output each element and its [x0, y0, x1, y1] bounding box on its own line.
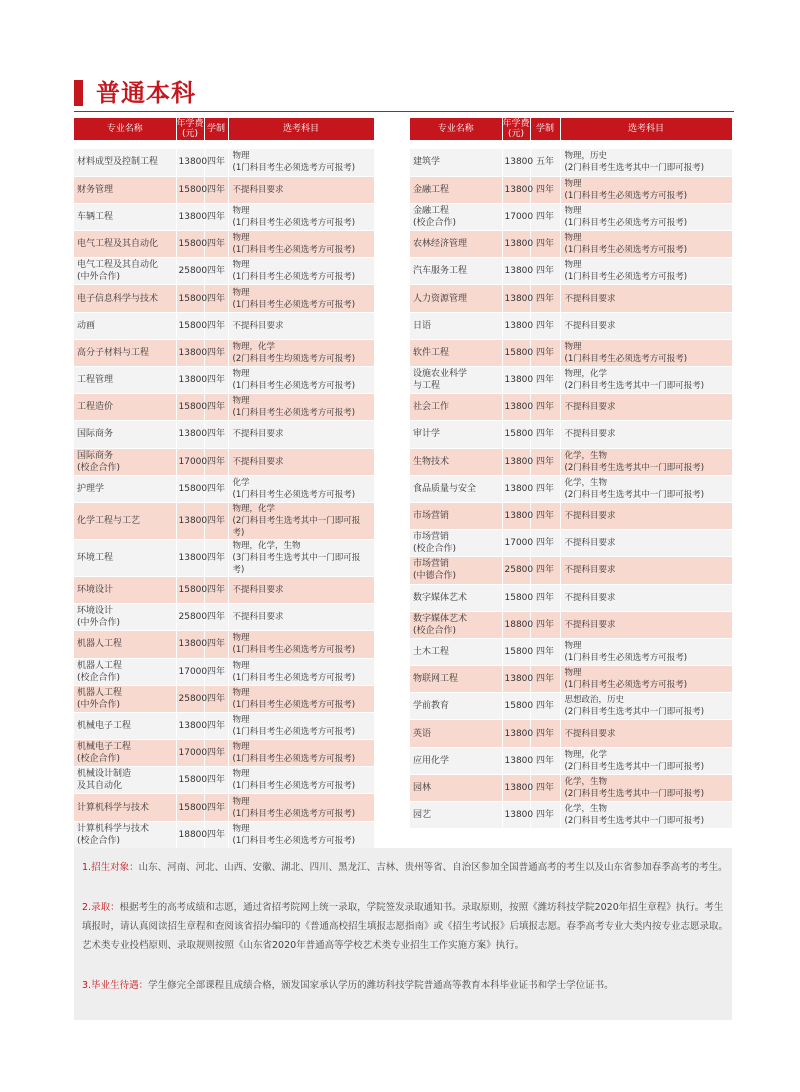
tuition-fee: 13800 — [176, 367, 204, 394]
subject-requirement: 物理 (1门科目考生必须选考方可报考) — [228, 149, 374, 176]
tuition-fee: 25800 — [176, 685, 204, 712]
subject-requirement: 物理 (1门科目考生必须选考方可报考) — [228, 631, 374, 658]
majors-table-right — [410, 118, 733, 829]
major-name: 机器人工程 (校企合作) — [74, 658, 176, 685]
major-name: 人力资源管理 — [410, 285, 502, 312]
table-row — [410, 367, 732, 394]
tuition-fee: 17000 — [502, 530, 530, 557]
table-row — [74, 539, 374, 576]
major-name: 金融工程 (校企合作) — [410, 203, 502, 230]
tuition-fee: 13800 — [502, 149, 530, 176]
table-row — [410, 693, 732, 720]
major-name: 电气工程及其自动化 — [74, 231, 176, 258]
subject-requirement: 物理 (1门科目考生必须选考方可报考) — [228, 231, 374, 258]
major-name: 电气工程及其自动化 (中外合作) — [74, 258, 176, 285]
duration: 四年 — [204, 367, 228, 394]
tuition-fee: 15800 — [176, 285, 204, 312]
subject-requirement: 化学，生物 (2门科目考生选考其中一门即可报考) — [560, 802, 732, 829]
table-row — [410, 231, 732, 258]
major-name: 农林经济管理 — [410, 231, 502, 258]
duration: 四年 — [530, 693, 560, 720]
tuition-fee: 13800 — [502, 802, 530, 829]
tuition-fee: 13800 — [502, 475, 530, 502]
tuition-fee: 18800 — [502, 611, 530, 638]
duration: 四年 — [204, 339, 228, 366]
tuition-fee: 13800 — [502, 312, 530, 339]
subject-requirement: 不提科目要求 — [560, 611, 732, 638]
tuition-fee: 13800 — [176, 712, 204, 739]
subject-requirement: 物理 (1门科目考生必须选考方可报考) — [560, 231, 732, 258]
subject-requirement: 物理 (1门科目考生必须选考方可报考) — [560, 666, 732, 693]
note-label: 2.录取： — [82, 902, 120, 913]
major-name: 化学工程与工艺 — [74, 502, 176, 539]
duration: 四年 — [530, 231, 560, 258]
table-row — [74, 231, 374, 258]
table-row — [410, 584, 732, 611]
subject-requirement: 物理 (1门科目考生必须选考方可报考) — [560, 176, 732, 203]
majors-table-left — [74, 118, 375, 849]
tuition-fee: 15800 — [502, 339, 530, 366]
tuition-fee: 15800 — [176, 176, 204, 203]
table-row — [410, 285, 732, 312]
major-name: 食品质量与安全 — [410, 475, 502, 502]
subject-requirement: 物理 (1门科目考生必须选考方可报考) — [560, 203, 732, 230]
subject-requirement: 物理 (1门科目考生必须选考方可报考) — [228, 658, 374, 685]
major-name: 金融工程 — [410, 176, 502, 203]
table-row — [74, 502, 374, 539]
table-row — [410, 557, 732, 584]
table-row — [74, 448, 374, 475]
tuition-fee: 13800 — [502, 394, 530, 421]
header-fee: 年学费 (元) — [176, 119, 204, 139]
section-title: 普通本科 — [96, 79, 196, 107]
major-name: 学前教育 — [410, 693, 502, 720]
major-name: 电子信息科学与技术 — [74, 285, 176, 312]
major-name: 动画 — [74, 312, 176, 339]
header-major: 专业名称 — [410, 118, 502, 140]
tuition-fee: 13800 — [502, 285, 530, 312]
table-row — [74, 821, 374, 848]
table-row — [74, 631, 374, 658]
tuition-fee: 13800 — [502, 666, 530, 693]
duration: 四年 — [204, 176, 228, 203]
tuition-fee: 13800 — [502, 720, 530, 747]
subject-requirement: 物理，历史 (2门科目考生选考其中一门即可报考) — [560, 149, 732, 176]
header-major: 专业名称 — [74, 118, 176, 140]
tuition-fee: 15800 — [176, 475, 204, 502]
subject-requirement: 化学，生物 (2门科目考生选考其中一门即可报考) — [560, 448, 732, 475]
table-row — [74, 794, 374, 821]
table-row — [410, 774, 732, 801]
duration: 四年 — [204, 448, 228, 475]
duration: 四年 — [530, 638, 560, 665]
section-header — [74, 76, 734, 116]
subject-requirement: 不提科目要求 — [560, 394, 732, 421]
duration: 四年 — [530, 720, 560, 747]
tuition-fee: 15800 — [176, 312, 204, 339]
major-name: 物联网工程 — [410, 666, 502, 693]
table-row — [410, 339, 732, 366]
major-name: 材料成型及控制工程 — [74, 149, 176, 176]
note-label: 1.招生对象： — [82, 862, 139, 873]
title-accent-bar — [74, 80, 83, 106]
table-row — [74, 685, 374, 712]
duration: 四年 — [204, 285, 228, 312]
subject-requirement: 物理 (1门科目考生必须选考方可报考) — [228, 794, 374, 821]
tuition-fee: 15800 — [176, 576, 204, 603]
major-name: 工程造价 — [74, 394, 176, 421]
table-row — [410, 421, 732, 448]
duration: 四年 — [530, 339, 560, 366]
major-name: 设施农业科学 与工程 — [410, 367, 502, 394]
subject-requirement: 不提科目要求 — [228, 176, 374, 203]
subject-requirement: 不提科目要求 — [560, 312, 732, 339]
table-header-row — [74, 118, 374, 140]
major-name: 汽车服务工程 — [410, 258, 502, 285]
table-row — [74, 367, 374, 394]
major-name: 英语 — [410, 720, 502, 747]
tuition-fee: 17000 — [176, 448, 204, 475]
subject-requirement: 物理，化学，生物 (3门科目考生选考其中一门即可报考) — [228, 539, 374, 576]
subject-requirement: 物理 (1门科目考生必须选考方可报考) — [228, 685, 374, 712]
header-duration: 学制 — [204, 118, 228, 140]
major-name: 环境设计 — [74, 576, 176, 603]
table-row — [410, 530, 732, 557]
header-fee: 年学费 (元) — [502, 119, 530, 139]
duration: 四年 — [204, 502, 228, 539]
tuition-fee: 15800 — [502, 584, 530, 611]
table-row — [74, 258, 374, 285]
duration: 四年 — [530, 258, 560, 285]
subject-requirement: 不提科目要求 — [228, 312, 374, 339]
duration: 四年 — [530, 557, 560, 584]
duration: 四年 — [530, 747, 560, 774]
subject-requirement: 不提科目要求 — [228, 448, 374, 475]
subject-requirement: 物理 (1门科目考生必须选考方可报考) — [228, 712, 374, 739]
subject-requirement: 不提科目要求 — [560, 502, 732, 529]
table-row — [74, 176, 374, 203]
tuition-fee: 13800 — [502, 258, 530, 285]
duration: 四年 — [204, 312, 228, 339]
duration: 四年 — [530, 203, 560, 230]
table-row — [410, 394, 732, 421]
major-name: 国际商务 — [74, 421, 176, 448]
tuition-fee: 13800 — [502, 367, 530, 394]
subject-requirement: 不提科目要求 — [560, 421, 732, 448]
subject-requirement: 不提科目要求 — [228, 421, 374, 448]
note-graduate-benefits — [82, 976, 728, 995]
tuition-fee: 13800 — [176, 149, 204, 176]
table-row — [410, 448, 732, 475]
table-row — [74, 149, 374, 176]
subject-requirement: 化学，生物 (2门科目考生选考其中一门即可报考) — [560, 774, 732, 801]
duration: 四年 — [204, 604, 228, 631]
tuition-fee: 25800 — [176, 604, 204, 631]
tuition-fee: 13800 — [176, 203, 204, 230]
title-divider — [74, 111, 734, 112]
subject-requirement: 不提科目要求 — [560, 584, 732, 611]
major-name: 园艺 — [410, 802, 502, 829]
major-name: 应用化学 — [410, 747, 502, 774]
duration: 四年 — [204, 394, 228, 421]
subject-requirement: 不提科目要求 — [560, 557, 732, 584]
subject-requirement: 物理 (1门科目考生必须选考方可报考) — [560, 339, 732, 366]
major-name: 数字媒体艺术 — [410, 584, 502, 611]
duration: 四年 — [204, 821, 228, 848]
table-row — [410, 802, 732, 829]
major-name: 园林 — [410, 774, 502, 801]
table-row — [74, 421, 374, 448]
table-header-row — [410, 118, 732, 140]
duration: 四年 — [530, 666, 560, 693]
major-name: 市场营销 (校企合作) — [410, 530, 502, 557]
duration: 四年 — [530, 285, 560, 312]
table-row — [74, 658, 374, 685]
major-name: 护理学 — [74, 475, 176, 502]
duration: 四年 — [530, 312, 560, 339]
note-enrollment-target — [82, 858, 728, 877]
major-name: 机器人工程 — [74, 631, 176, 658]
duration: 五年 — [530, 149, 560, 176]
table-row — [410, 475, 732, 502]
subject-requirement: 物理 (1门科目考生必须选考方可报考) — [228, 767, 374, 794]
duration: 四年 — [530, 448, 560, 475]
subject-requirement: 物理 (1门科目考生必须选考方可报考) — [228, 394, 374, 421]
table-row — [410, 611, 732, 638]
major-name: 国际商务 (校企合作) — [74, 448, 176, 475]
subject-requirement: 思想政治，历史 (2门科目考生选考其中一门即可报考) — [560, 693, 732, 720]
tuition-fee: 13800 — [502, 176, 530, 203]
table-row — [74, 203, 374, 230]
major-name: 审计学 — [410, 421, 502, 448]
major-name: 计算机科学与技术 (校企合作) — [74, 821, 176, 848]
duration: 四年 — [204, 740, 228, 767]
duration: 四年 — [530, 611, 560, 638]
spacer-row — [74, 140, 374, 149]
major-name: 市场营销 (中德合作) — [410, 557, 502, 584]
tuition-fee: 13800 — [176, 539, 204, 576]
major-name: 财务管理 — [74, 176, 176, 203]
duration: 四年 — [204, 712, 228, 739]
subject-requirement: 不提科目要求 — [228, 576, 374, 603]
table-row — [74, 604, 374, 631]
tuition-fee: 17000 — [176, 658, 204, 685]
subject-requirement: 不提科目要求 — [560, 285, 732, 312]
subject-requirement: 物理，化学 (2门科目考生选考其中一门即可报考) — [228, 502, 374, 539]
subject-requirement: 物理 (1门科目考生必须选考方可报考) — [228, 203, 374, 230]
duration: 四年 — [530, 530, 560, 557]
duration: 四年 — [530, 475, 560, 502]
tuition-fee: 15800 — [502, 638, 530, 665]
duration: 四年 — [530, 421, 560, 448]
tuition-fee: 13800 — [502, 231, 530, 258]
tuition-fee: 25800 — [176, 258, 204, 285]
subject-requirement: 物理 (1门科目考生必须选考方可报考) — [228, 821, 374, 848]
tuition-fee: 18800 — [176, 821, 204, 848]
tuition-fee: 15800 — [502, 693, 530, 720]
table-row — [74, 767, 374, 794]
subject-requirement: 化学，生物 (2门科目考生选考其中一门即可报考) — [560, 475, 732, 502]
subject-requirement: 不提科目要求 — [228, 604, 374, 631]
tuition-fee: 13800 — [502, 502, 530, 529]
major-name: 软件工程 — [410, 339, 502, 366]
major-name: 环境工程 — [74, 539, 176, 576]
duration: 四年 — [204, 203, 228, 230]
tuition-fee: 13800 — [502, 774, 530, 801]
major-name: 机械电子工程 — [74, 712, 176, 739]
duration: 四年 — [204, 658, 228, 685]
major-name: 建筑学 — [410, 149, 502, 176]
subject-requirement: 物理，化学 (2门科目考生选考其中一门即可报考) — [560, 747, 732, 774]
table-row — [74, 339, 374, 366]
duration: 四年 — [204, 475, 228, 502]
table-row — [410, 666, 732, 693]
major-name: 社会工作 — [410, 394, 502, 421]
tuition-fee: 13800 — [176, 631, 204, 658]
tuition-fee: 13800 — [176, 502, 204, 539]
major-name: 生物技术 — [410, 448, 502, 475]
subject-requirement: 不提科目要求 — [560, 720, 732, 747]
duration: 四年 — [530, 584, 560, 611]
major-name: 市场营销 — [410, 502, 502, 529]
table-row — [410, 203, 732, 230]
table-row — [74, 740, 374, 767]
duration: 四年 — [204, 794, 228, 821]
tuition-fee: 25800 — [502, 557, 530, 584]
table-row — [410, 312, 732, 339]
major-name: 工程管理 — [74, 367, 176, 394]
tuition-fee: 15800 — [176, 231, 204, 258]
duration: 四年 — [204, 258, 228, 285]
table-row — [74, 576, 374, 603]
subject-requirement: 物理 (1门科目考生必须选考方可报考) — [228, 740, 374, 767]
major-name: 机械电子工程 (校企合作) — [74, 740, 176, 767]
tuition-fee: 15800 — [176, 794, 204, 821]
table-row — [74, 312, 374, 339]
note-label: 3.毕业生待遇： — [82, 980, 149, 991]
note-text: 根据考生的高考成绩和志愿，通过省招考院网上统一录取，学院签发录取通知书。录取原则，按照《潍坊科技学院2020年招生章程》执行。考生填报时，请认真阅读招生章程和查阅该省招办编印的《普通高校招生填报志愿指南》或《招生考试报》后填报志愿。春季高考专业大类内按专业志愿录取。艺术类专业投档原则、录取规则按照《山东省2020年普通高等学校艺术类专业招生工作实施方案》执行。 — [82, 902, 729, 951]
major-name: 土木工程 — [410, 638, 502, 665]
duration: 四年 — [204, 767, 228, 794]
table-row — [410, 638, 732, 665]
subject-requirement: 物理 (1门科目考生必须选考方可报考) — [560, 258, 732, 285]
notes-box — [74, 848, 732, 1020]
duration: 四年 — [204, 685, 228, 712]
spacer-row — [410, 140, 732, 149]
header-duration: 学制 — [530, 118, 560, 140]
major-name: 计算机科学与技术 — [74, 794, 176, 821]
duration: 四年 — [530, 394, 560, 421]
duration: 四年 — [530, 176, 560, 203]
note-text: 山东、河南、河北、山西、安徽、湖北、四川、黑龙江、吉林、贵州等省、自治区参加全国普通高考的考生以及山东省参加春季高考的考生。 — [138, 862, 728, 873]
tuition-fee: 13800 — [502, 448, 530, 475]
table-row — [410, 502, 732, 529]
tuition-fee: 13800 — [502, 747, 530, 774]
tuition-fee: 17000 — [176, 740, 204, 767]
major-name: 日语 — [410, 312, 502, 339]
duration: 四年 — [204, 231, 228, 258]
header-subjects: 选考科目 — [228, 118, 374, 140]
major-name: 车辆工程 — [74, 203, 176, 230]
note-text: 学生修完全部课程且成绩合格，颁发国家承认学历的潍坊科技学院普通高等教育本科毕业证书和学士学位证书。 — [148, 980, 614, 991]
duration: 四年 — [204, 576, 228, 603]
tuition-fee: 15800 — [502, 421, 530, 448]
tuition-fee: 13800 — [176, 339, 204, 366]
duration: 四年 — [204, 421, 228, 448]
tuition-fee: 15800 — [176, 767, 204, 794]
duration: 四年 — [530, 802, 560, 829]
subject-requirement: 物理 (1门科目考生必须选考方可报考) — [228, 285, 374, 312]
tuition-fee: 17000 — [502, 203, 530, 230]
table-row — [74, 394, 374, 421]
subject-requirement: 化学 (1门科目考生必须选考方可报考) — [228, 475, 374, 502]
duration: 四年 — [204, 631, 228, 658]
major-name: 高分子材料与工程 — [74, 339, 176, 366]
major-name: 机器人工程 (中外合作) — [74, 685, 176, 712]
note-admission — [82, 898, 728, 955]
subject-requirement: 不提科目要求 — [560, 530, 732, 557]
table-row — [410, 720, 732, 747]
subject-requirement: 物理，化学 (2门科目考生选考其中一门即可报考) — [560, 367, 732, 394]
major-name: 数字媒体艺术 (校企合作) — [410, 611, 502, 638]
tuition-fee: 13800 — [176, 421, 204, 448]
table-row — [410, 176, 732, 203]
subject-requirement: 物理 (1门科目考生必须选考方可报考) — [228, 367, 374, 394]
table-row — [410, 258, 732, 285]
subject-requirement: 物理 (1门科目考生必须选考方可报考) — [228, 258, 374, 285]
duration: 四年 — [204, 539, 228, 576]
table-row — [74, 712, 374, 739]
duration: 四年 — [204, 149, 228, 176]
major-name: 环境设计 (中外合作) — [74, 604, 176, 631]
table-row — [74, 285, 374, 312]
subject-requirement: 物理 (1门科目考生必须选考方可报考) — [560, 638, 732, 665]
table-row — [410, 149, 732, 176]
subject-requirement: 物理，化学 (2门科目考生均须选考方可报考) — [228, 339, 374, 366]
duration: 四年 — [530, 502, 560, 529]
duration: 四年 — [530, 367, 560, 394]
table-row — [74, 475, 374, 502]
table-row — [410, 747, 732, 774]
duration: 四年 — [530, 774, 560, 801]
tuition-fee: 15800 — [176, 394, 204, 421]
major-name: 机械设计制造 及其自动化 — [74, 767, 176, 794]
header-subjects: 选考科目 — [560, 118, 732, 140]
